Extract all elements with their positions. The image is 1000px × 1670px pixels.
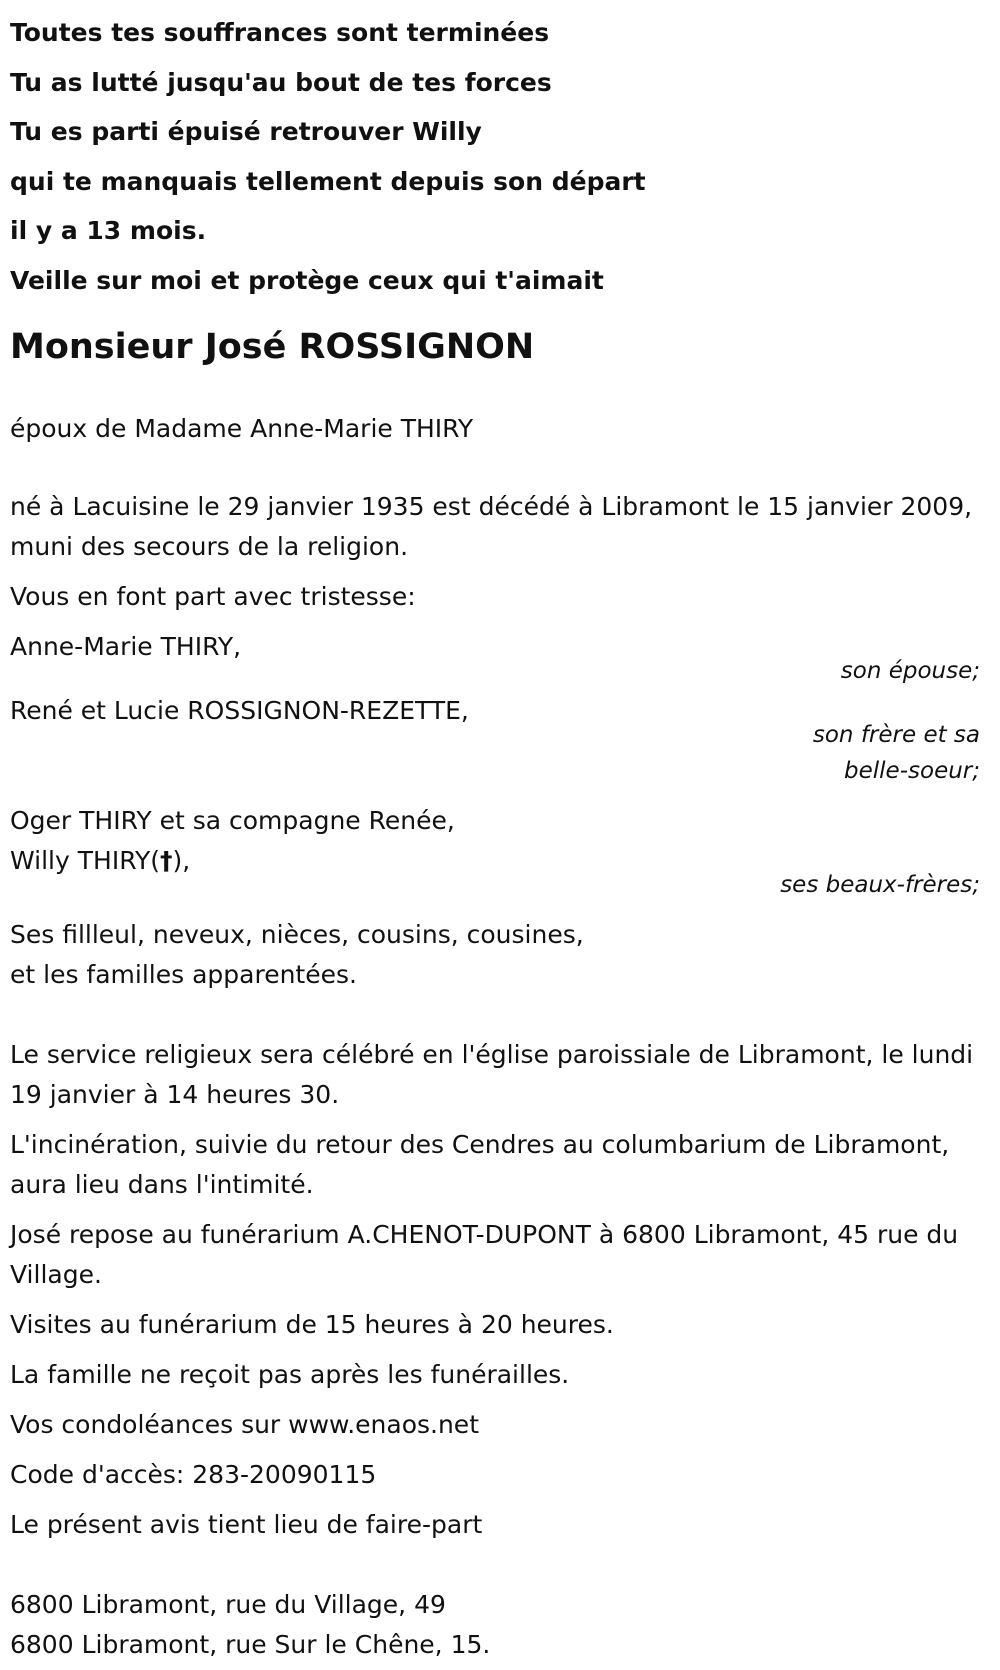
- access-code-text: Code d'accès: 283-20090115: [10, 1460, 377, 1489]
- incineration-text: L'incinération, suivie du retour des Cendres au columbarium de Libramont, aura lieu dans l'intimité.: [10, 1130, 950, 1199]
- poem-line-6: Veille sur moi et protège ceux qui t'aimait: [10, 265, 604, 295]
- poem-line-2: Tu as lutté jusqu'au bout de tes forces: [10, 67, 552, 97]
- family-brother: [10, 691, 990, 791]
- deceased-name: Monsieur José ROSSIGNON: [10, 327, 535, 367]
- inlaw-willy-end: ),: [172, 846, 191, 875]
- poem-line-3: Tu es parti épuisé retrouver Willy: [10, 117, 482, 146]
- wife-name: Anne-Marie THIRY,: [10, 632, 242, 661]
- wife-relation: son épouse;: [840, 658, 980, 684]
- inlaw-oger: Oger THIRY et sa compagne Renée,: [10, 806, 455, 835]
- notice-text: Le présent avis tient lieu de faire-part: [10, 1510, 483, 1539]
- poem: [10, 8, 990, 305]
- family-wife: [10, 627, 990, 691]
- no-reception-text: La famille ne reçoit pas après les funérailles.: [10, 1360, 570, 1389]
- inlaws-relation: ses beaux-frères;: [780, 872, 980, 898]
- birth-death-text: né à Lacuisine le 29 janvier 1935 est décédé à Libramont le 15 janvier 2009, muni des secours de la religion.: [10, 492, 973, 561]
- address-line-2: 6800 Libramont, rue Sur le Chêne, 15.: [10, 1630, 491, 1659]
- cross-icon: †: [160, 846, 173, 875]
- family-others-line-2: et les familles apparentées.: [10, 960, 357, 989]
- poem-line-5: il y a 13 mois.: [10, 216, 207, 245]
- inlaw-willy-name: Willy THIRY(: [10, 846, 160, 875]
- brother-relation-line-2: belle-soeur;: [844, 758, 980, 784]
- announcement-text: Vous en font part avec tristesse:: [10, 582, 416, 611]
- service-text: Le service religieux sera célébré en l'église paroissiale de Libramont, le lundi 19 janvier à 14 heures 30.: [10, 1040, 974, 1109]
- brother-relation-line-1: son frère et sa: [812, 722, 980, 748]
- poem-line-1: Toutes tes souffrances sont terminées: [10, 18, 550, 47]
- family-others-line-1: Ses fillleul, neveux, nièces, cousins, cousines,: [10, 920, 584, 949]
- spouse-line: époux de Madame Anne-Marie THIRY: [10, 414, 474, 443]
- condolences-text: Vos condoléances sur www.enaos.net: [10, 1410, 479, 1439]
- address-line-1: 6800 Libramont, rue du Village, 49: [10, 1590, 446, 1619]
- family-inlaws: [10, 801, 990, 905]
- visits-text: Visites au funérarium de 15 heures à 20 heures.: [10, 1310, 614, 1339]
- poem-line-4: qui te manquais tellement depuis son départ: [10, 166, 646, 196]
- brother-name: René et Lucie ROSSIGNON-REZETTE,: [10, 696, 469, 725]
- funerarium-text: José repose au funérarium A.CHENOT-DUPONT à 6800 Libramont, 45 rue du Village.: [10, 1220, 959, 1289]
